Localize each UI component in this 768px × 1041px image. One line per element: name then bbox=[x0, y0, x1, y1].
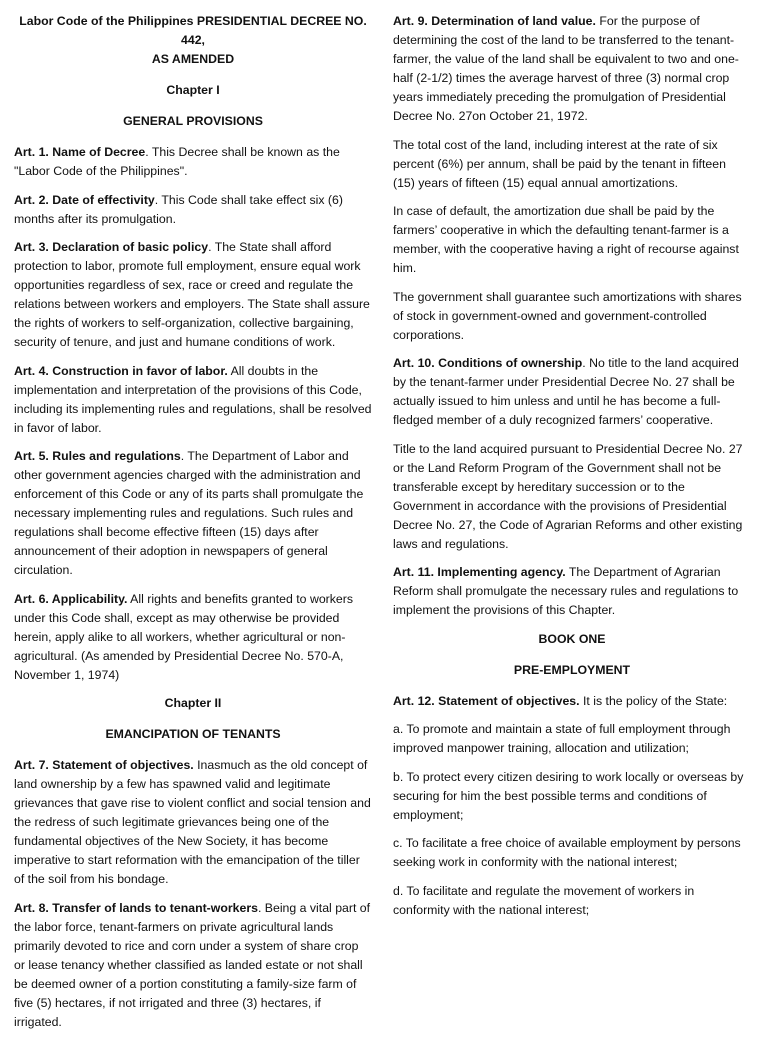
paragraph-default: In case of default, the amortization due shall be paid by the farmers’ cooperative in which the defaulting tenant-farmer is a member, with the cooperative having a right of recourse against him. bbox=[393, 204, 739, 275]
article-6 bbox=[14, 590, 372, 685]
article-3-heading: Art. 3. Declaration of basic policy bbox=[14, 240, 209, 254]
article-4-heading: Art. 4. Construction in favor of labor. bbox=[14, 363, 228, 378]
book-title: PRE-EMPLOYMENT bbox=[513, 662, 631, 677]
list-item-c: c. To facilitate a free choice of available employment by persons seeking work in conformity with the national interest; bbox=[393, 836, 741, 869]
article-2-text: . This Code shall take effect six (6) months after its promulgation. bbox=[14, 192, 343, 226]
article-12-text: It is the policy of the State: bbox=[579, 693, 728, 708]
title-line-1: Labor Code of the Philippines PRESIDENTIAL DECREE NO. 442, bbox=[19, 14, 367, 47]
article-1 bbox=[14, 143, 372, 181]
list-item-a: a. To promote and maintain a state of full employment through improved manpower training, allocation and utilization; bbox=[393, 722, 731, 755]
article-8-heading: Art. 8. Transfer of lands to tenant-workers bbox=[14, 900, 258, 915]
article-2 bbox=[14, 191, 372, 229]
article-7-text: Inasmuch as the old concept of land ownership by a few has spawned valid and legitimate grievances that gave rise to violent conflict and social tension and the redress of such legitimate grievances being one of the fundamental objectives of the New Society, it has become imperative to start reformation with the emancipation of the tiller of the soil from his bondage. bbox=[14, 758, 371, 886]
document-title bbox=[14, 12, 372, 69]
article-10 bbox=[393, 354, 751, 430]
article-7-heading: Art. 7. Statement of objectives. bbox=[14, 758, 194, 772]
article-1-text: . This Decree shall be known as the "Labor Code of the Philippines". bbox=[14, 145, 340, 178]
article-9 bbox=[393, 12, 751, 126]
article-11 bbox=[393, 563, 751, 620]
chapter-1-heading: Chapter I bbox=[166, 83, 220, 97]
article-6-text: All rights and benefits granted to workers under this Code shall, except as may otherwise be provided herein, apply alike to all workers, whether agricultural or non-agricultural. (As amended by Presidential Decree No. 570-A, November 1, 1974) bbox=[14, 591, 353, 682]
article-12-heading: Art. 12. Statement of objectives. bbox=[393, 693, 580, 708]
article-5 bbox=[14, 447, 372, 580]
chapter-2-title: EMANCIPATION OF TENANTS bbox=[105, 727, 281, 741]
article-9-text: For the purpose of determining the cost of the land to be transferred to the tenant-farmer, the value of the land shall be equivalent to two and one-half (2-1/2) times the average harvest of three (3) normal crop years immediately preceding the promulgation of Presidential Decree No. 27on October 21, 1972. bbox=[393, 14, 739, 123]
chapter-1-title: GENERAL PROVISIONS bbox=[123, 114, 263, 128]
left-column bbox=[14, 12, 372, 1041]
article-11-heading: Art. 11. Implementing agency. bbox=[393, 565, 566, 579]
title-line-2: AS AMENDED bbox=[151, 52, 235, 66]
article-4 bbox=[14, 362, 372, 438]
article-5-text: . The Department of Labor and other government agencies charged with the administration and enforcement of this Code or any of its parts shall promulgate the necessary implementing rules and regulations. Such rules and regulations shall become effective fifteen (15) days after announcement of their adoption in newspapers of general circulation. bbox=[14, 449, 364, 577]
article-9-heading: Art. 9. Determination of land value. bbox=[393, 14, 596, 28]
article-7 bbox=[14, 756, 372, 889]
chapter-2-heading: Chapter II bbox=[164, 696, 222, 710]
book-heading: BOOK ONE bbox=[538, 631, 606, 646]
article-3 bbox=[14, 238, 372, 352]
article-3-text: . The State shall afford protection to labor, promote full employment, ensure equal work opportunities regardless of sex, race or creed and regulate the relations between workers and employers. The State shall assure the rights of workers to self-organization, collective bargaining, security of tenure, and just and humane conditions of work. bbox=[14, 240, 370, 349]
article-6-heading: Art. 6. Applicability. bbox=[14, 591, 128, 606]
article-8-text: . Being a vital part of the labor force, tenant-farmers on private agricultural lands primarily devoted to rice and corn under a system of share crop or lease tenancy whether classified as landed estate or not shall be deemed owner of a portion constituting a family-size farm of five (5) hectares, if not irrigated and three (3) hectares, if irrigated. bbox=[14, 900, 371, 1029]
article-12 bbox=[393, 692, 751, 711]
article-8 bbox=[14, 899, 372, 1032]
article-5-heading: Art. 5. Rules and regulations bbox=[14, 449, 181, 463]
paragraph-total-cost: The total cost of the land, including interest at the rate of six percent (6%) per annum, shall be paid by the tenant in fifteen (15) years of fifteen (15) equal annual amortizations. bbox=[393, 137, 726, 190]
paragraph-title-transfer: Title to the land acquired pursuant to Presidential Decree No. 27 or the Land Reform Program of the Government shall not be transferable except by hereditary succession or to the Government in accordance with the provisions of Presidential Decree No. 27, the Code of Agrarian Reforms and other existing laws and regulations. bbox=[393, 441, 743, 551]
list-item-b: b. To protect every citizen desiring to work locally or overseas by securing for him the best possible terms and conditions of employment; bbox=[393, 769, 744, 822]
article-2-heading: Art. 2. Date of effectivity bbox=[14, 192, 155, 207]
list-item-d: d. To facilitate and regulate the movement of workers in conformity with the national interest; bbox=[393, 883, 695, 917]
paragraph-guarantee: The government shall guarantee such amortizations with shares of stock in government-owned and government-controlled corporations. bbox=[393, 289, 742, 342]
article-11-text: The Department of Agrarian Reform shall promulgate the necessary rules and regulations to implement the provisions of this Chapter. bbox=[393, 565, 739, 617]
article-4-text: All doubts in the implementation and interpretation of the provisions of this Code, including its implementing rules and regulations, shall be resolved in favor of labor. bbox=[14, 363, 372, 435]
article-10-heading: Art. 10. Conditions of ownership bbox=[393, 356, 583, 370]
right-column bbox=[393, 12, 751, 929]
article-10-text: . No title to the land acquired by the tenant-farmer under Presidential Decree No. 27 shall be actually issued to him unless and until he has become a full-fledged member of a duly recognized farmers’ cooperative. bbox=[393, 356, 739, 427]
article-1-heading: Art. 1. Name of Decree bbox=[14, 145, 146, 159]
